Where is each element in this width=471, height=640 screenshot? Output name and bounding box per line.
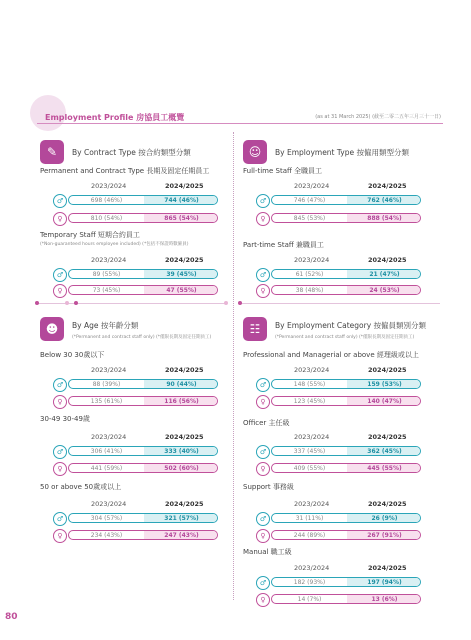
male-row [256,379,421,391]
value-prev: 306 (41%) [90,448,123,455]
value-bar [68,285,218,295]
column-header-curr: 2024/2025 [368,366,407,374]
value-curr: 39 (45%) [144,270,218,278]
group-label: Part-time Staff 兼職員工 [243,241,324,249]
female-avatar-icon [53,212,67,226]
female-row [256,396,421,408]
value-curr: 744 (46%) [144,196,218,204]
group-label: Support 事務級 [243,483,294,491]
value-bar [68,463,218,473]
person-glyph: ♀ [260,215,266,223]
group-note: (*Non-guaranteed hours employee included) (*包括不保證時數僱員) [40,242,189,247]
value-prev: 135 (61%) [90,398,123,405]
column-header-curr: 2024/2025 [165,433,204,441]
male-avatar-icon [256,378,270,392]
category-icon: ☷ [243,317,267,341]
male-avatar-icon [53,268,67,282]
group-label: Permanent and Contract Type 長期及固定任期員工 [40,167,210,175]
person-glyph: ♀ [260,596,266,604]
value-bar [68,396,218,406]
person-glyph: ♂ [259,448,267,456]
value-prev: 73 (45%) [92,287,121,294]
value-curr: 502 (60%) [144,464,218,472]
value-prev: 244 (89%) [293,532,326,539]
male-avatar-icon [53,194,67,208]
column-header-curr: 2024/2025 [368,500,407,508]
value-bar [68,195,218,205]
value-bar [68,379,218,389]
female-avatar-icon [256,284,270,298]
section-title: By Age 按年齡分類 [72,321,139,330]
male-row [256,269,421,281]
person-glyph: ♀ [260,398,266,406]
value-bar [68,269,218,279]
column-header-curr: 2024/2025 [368,433,407,441]
section-title: By Employment Type 按僱用類型分類 [275,148,409,157]
column-header-curr: 2024/2025 [165,182,204,190]
column-header-prev: 2023/2024 [294,500,330,508]
value-prev: 441 (59%) [90,465,123,472]
value-curr: 24 (53%) [347,286,421,294]
person-glyph: ♂ [56,197,64,205]
group-label: Full-time Staff 全職員工 [243,167,323,175]
column-header-prev: 2023/2024 [294,256,330,264]
female-row [256,463,421,475]
divider-dot [224,301,228,305]
value-bar [68,513,218,523]
value-bar [68,446,218,456]
value-curr: 333 (40%) [144,447,218,455]
page-number: 80 [5,612,18,622]
value-prev: 31 (11%) [295,515,324,522]
female-avatar-icon [53,462,67,476]
section-note: (*Permanent and contract staff only) (*僅限長期及固定任期員工) [275,335,415,340]
person-glyph: ♀ [57,398,63,406]
male-avatar-icon [256,576,270,590]
female-row [53,530,218,542]
column-divider [233,132,234,600]
male-avatar-icon [53,445,67,459]
female-row [53,463,218,475]
employment-icon: ☺ [243,140,267,164]
male-row [53,269,218,281]
male-avatar-icon [256,445,270,459]
section-note: (*Permanent and contract staff only) (*僅限長期及固定任期員工) [72,335,212,340]
male-avatar-icon [256,194,270,208]
contract-icon: ✎ [40,140,64,164]
female-row [256,213,421,225]
female-row [53,396,218,408]
column-header-prev: 2023/2024 [91,256,127,264]
value-curr: 21 (47%) [347,270,421,278]
value-bar [271,269,421,279]
male-row [53,446,218,458]
group-label: Officer 主任級 [243,419,290,427]
male-row [53,195,218,207]
female-avatar-icon [53,284,67,298]
value-prev: 61 (52%) [295,271,324,278]
female-row [256,530,421,542]
value-bar [68,530,218,540]
value-prev: 88 (39%) [92,381,121,388]
person-glyph: ♂ [56,381,64,389]
as-at-date: (as at 31 March 2025) (截至二零二五年三月三十一日) [315,114,441,120]
person-glyph: ♀ [57,465,63,473]
person-glyph: ♂ [259,515,267,523]
male-row [256,446,421,458]
value-curr: 26 (9%) [347,514,421,522]
female-avatar-icon [256,462,270,476]
value-curr: 13 (6%) [347,595,421,603]
female-row [256,594,421,606]
female-avatar-icon [256,395,270,409]
person-glyph: ♀ [57,287,63,295]
value-curr: 888 (54%) [347,214,421,222]
male-row [256,195,421,207]
value-prev: 38 (48%) [295,287,324,294]
group-label: 50 or above 50歲或以上 [40,483,122,491]
female-avatar-icon [256,593,270,607]
female-avatar-icon [53,529,67,543]
age-icon: ☻ [40,317,64,341]
female-row [256,285,421,297]
value-curr: 197 (94%) [347,578,421,586]
person-glyph: ♀ [260,532,266,540]
divider-dot [35,301,39,305]
group-label: Below 30 30歲以下 [40,351,105,359]
column-header-curr: 2024/2025 [165,366,204,374]
value-prev: 89 (55%) [92,271,121,278]
value-prev: 698 (46%) [90,197,123,204]
group-label: Temporary Staff 短期合約員工 [40,231,140,239]
male-row [53,513,218,525]
person-glyph: ♂ [259,579,267,587]
value-curr: 267 (91%) [347,531,421,539]
value-bar [271,594,421,604]
male-avatar-icon [256,512,270,526]
male-row [53,379,218,391]
person-glyph: ♀ [260,465,266,473]
value-prev: 746 (47%) [293,197,326,204]
column-header-curr: 2024/2025 [368,182,407,190]
value-prev: 810 (54%) [90,215,123,222]
value-prev: 182 (93%) [293,579,326,586]
section-divider-right [240,303,440,304]
person-glyph: ♂ [259,271,267,279]
value-curr: 247 (43%) [144,531,218,539]
header-divider [37,123,443,124]
column-header-curr: 2024/2025 [165,500,204,508]
divider-dot [74,301,78,305]
value-curr: 321 (57%) [144,514,218,522]
column-header-curr: 2024/2025 [165,256,204,264]
column-header-prev: 2023/2024 [91,433,127,441]
value-bar [271,513,421,523]
column-header-prev: 2023/2024 [294,182,330,190]
value-prev: 234 (43%) [90,532,123,539]
column-header-curr: 2024/2025 [368,564,407,572]
column-header-prev: 2023/2024 [294,564,330,572]
column-header-curr: 2024/2025 [368,256,407,264]
person-glyph: ♀ [57,532,63,540]
value-bar [271,396,421,406]
value-bar [271,577,421,587]
value-bar [271,195,421,205]
column-header-prev: 2023/2024 [91,182,127,190]
value-prev: 304 (57%) [90,515,123,522]
value-curr: 762 (46%) [347,196,421,204]
male-avatar-icon [256,268,270,282]
group-label: 30-49 30-49歲 [40,415,90,423]
male-row [256,513,421,525]
person-glyph: ♀ [57,215,63,223]
value-curr: 159 (53%) [347,380,421,388]
person-glyph: ♂ [259,197,267,205]
value-bar [271,530,421,540]
section-title: By Contract Type 按合約類型分類 [72,148,191,157]
value-bar [271,213,421,223]
male-avatar-icon [53,378,67,392]
value-bar [271,285,421,295]
value-curr: 47 (55%) [144,286,218,294]
male-row [256,577,421,589]
column-header-prev: 2023/2024 [91,500,127,508]
group-label: Professional and Managerial or above 經理級或以上 [243,351,419,359]
male-avatar-icon [53,512,67,526]
section-title: By Employment Category 按僱員類別分類 [275,321,427,330]
value-prev: 845 (53%) [293,215,326,222]
value-prev: 123 (45%) [293,398,326,405]
column-header-prev: 2023/2024 [91,366,127,374]
page-title: Employment Profile 房協員工概覽 [45,113,185,122]
person-glyph: ♂ [259,381,267,389]
value-prev: 14 (7%) [297,596,322,603]
person-glyph: ♂ [56,515,64,523]
female-avatar-icon [256,212,270,226]
value-curr: 116 (56%) [144,397,218,405]
value-curr: 362 (45%) [347,447,421,455]
female-avatar-icon [53,395,67,409]
value-prev: 337 (45%) [293,448,326,455]
female-avatar-icon [256,529,270,543]
person-glyph: ♂ [56,271,64,279]
female-row [53,285,218,297]
divider-dot [65,301,69,305]
value-curr: 865 (54%) [144,214,218,222]
value-prev: 409 (55%) [293,465,326,472]
value-bar [271,446,421,456]
value-bar [68,213,218,223]
value-curr: 140 (47%) [347,397,421,405]
female-row [53,213,218,225]
value-bar [271,463,421,473]
value-prev: 148 (55%) [293,381,326,388]
person-glyph: ♀ [260,287,266,295]
value-curr: 90 (44%) [144,380,218,388]
column-header-prev: 2023/2024 [294,433,330,441]
value-curr: 445 (55%) [347,464,421,472]
value-bar [271,379,421,389]
divider-dot [238,301,242,305]
column-header-prev: 2023/2024 [294,366,330,374]
group-label: Manual 職工級 [243,548,292,556]
person-glyph: ♂ [56,448,64,456]
